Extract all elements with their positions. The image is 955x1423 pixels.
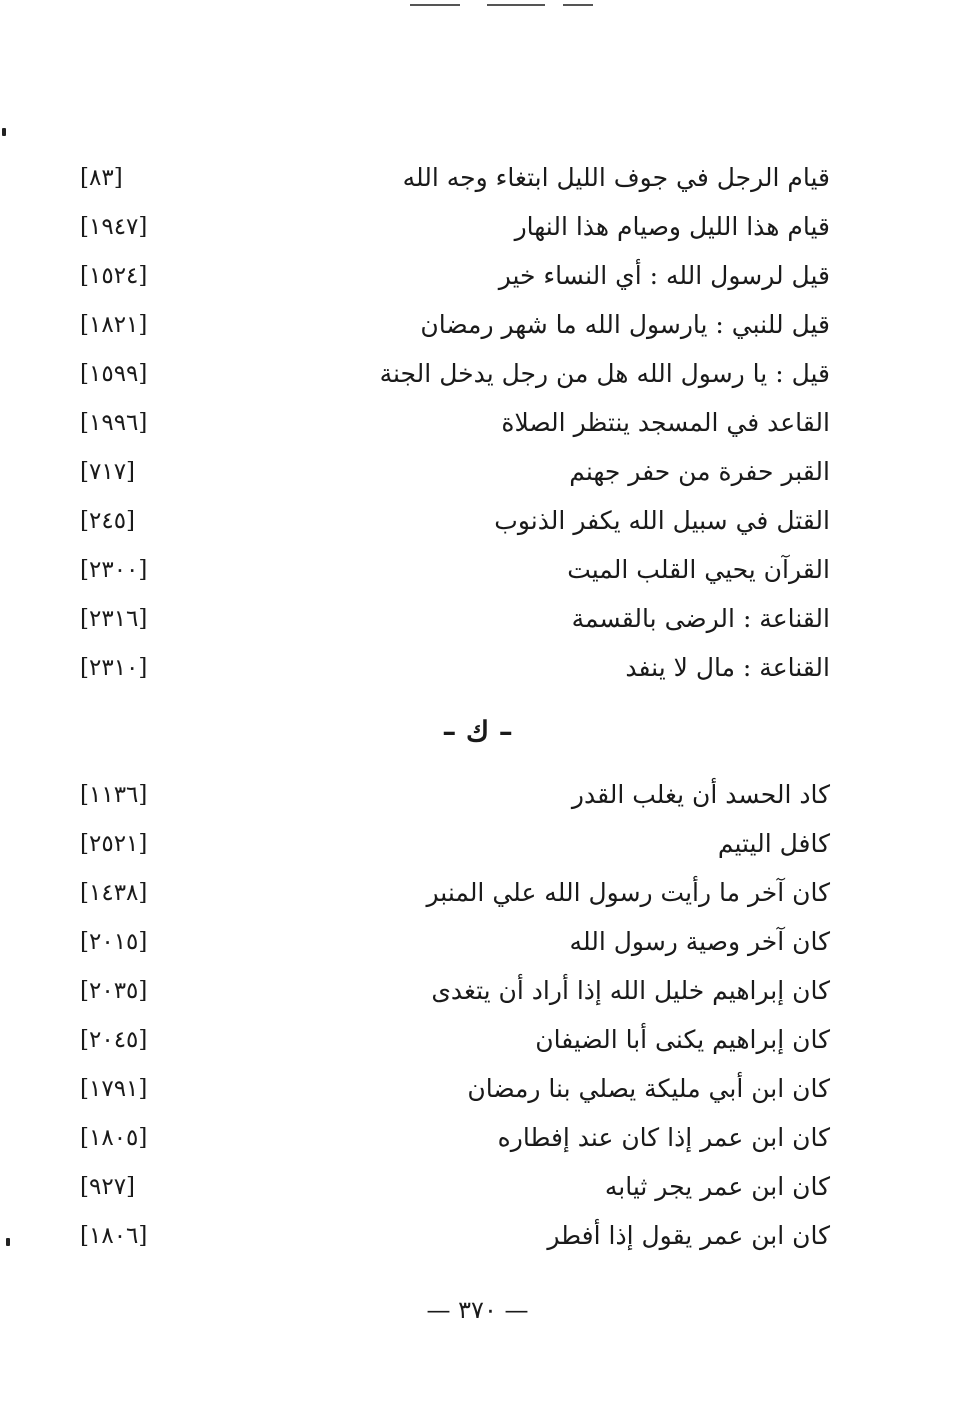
index-entry xyxy=(70,775,830,824)
entry-text: القناعة : مال لا ينفد xyxy=(625,653,830,682)
entry-text: كان ابن عمر يقول إذا أفطر xyxy=(547,1221,830,1250)
entry-reference-number: [١٥٩٩] xyxy=(80,361,148,387)
entry-reference-number: [٢٤٥] xyxy=(80,508,136,534)
entry-reference-number: [١١٣٦] xyxy=(80,782,148,808)
entry-text: قيام هذا الليل وصيام هذا النهار xyxy=(514,212,830,241)
entry-reference-number: [١٧٩١] xyxy=(80,1076,148,1102)
entry-text: قيل : يا رسول الله هل من رجل يدخل الجنة xyxy=(379,359,830,388)
index-entry xyxy=(70,403,830,452)
entry-text: كان إبراهيم خليل الله إذا أراد أن يتغدى xyxy=(431,976,830,1005)
index-entry xyxy=(70,158,830,207)
entry-reference-number: [٢٣١٠] xyxy=(80,655,148,681)
entry-text: كان ابن أبي مليكة يصلي بنا رمضان xyxy=(467,1074,830,1103)
entry-text: القتل في سبيل الله يكفر الذنوب xyxy=(494,506,830,535)
entry-text: كاد الحسد أن يغلب القدر xyxy=(571,780,830,809)
index-entry xyxy=(70,305,830,354)
margin-mark-top xyxy=(2,128,6,136)
entry-reference-number: [٨٣] xyxy=(80,165,123,191)
entry-reference-number: [٢٠١٥] xyxy=(80,929,148,955)
entry-reference-number: [١٥٢٤] xyxy=(80,263,148,289)
entry-text: القناعة : الرضى بالقسمة xyxy=(571,604,830,633)
entry-text: القاعد في المسجد ينتظر الصلاة xyxy=(501,408,830,437)
entry-text: القبر حفرة من حفر جهنم xyxy=(569,457,830,486)
entry-reference-number: [١٩٩٦] xyxy=(80,410,148,436)
entry-reference-number: [٢٠٤٥] xyxy=(80,1027,148,1053)
entry-text: كان آخر وصية رسول الله xyxy=(569,927,830,956)
margin-mark-bottom xyxy=(6,1238,10,1246)
entry-reference-number: [١٨٠٥] xyxy=(80,1125,148,1151)
index-entry xyxy=(70,873,830,922)
index-entry xyxy=(70,1216,830,1265)
index-entry xyxy=(70,648,830,697)
index-entry xyxy=(70,971,830,1020)
entry-reference-number: [٧١٧] xyxy=(80,459,136,485)
entry-text: قيام الرجل في جوف الليل ابتغاء وجه الله xyxy=(402,163,830,192)
entry-reference-number: [١٨٢١] xyxy=(80,312,148,338)
index-entry xyxy=(70,501,830,550)
index-entry xyxy=(70,1167,830,1216)
top-rule-1 xyxy=(410,4,460,6)
entry-reference-number: [٢٣٠٠] xyxy=(80,557,148,583)
entry-reference-number: [١٤٣٨] xyxy=(80,880,148,906)
entry-text: كان آخر ما رأيت رسول الله علي المنبر xyxy=(426,878,830,907)
index-list-qaf xyxy=(70,158,830,697)
entry-text: كافل اليتيم xyxy=(717,829,830,858)
entry-text: القرآن يحيي القلب الميت xyxy=(567,555,830,584)
entry-text: كان ابن عمر يجر ثيابه xyxy=(604,1172,830,1201)
entry-text: كان إبراهيم يكنى أبا الضيفان xyxy=(535,1025,830,1054)
entry-reference-number: [٢٥٢١] xyxy=(80,831,148,857)
section-heading-kaf: – ك – xyxy=(442,715,513,748)
index-entry xyxy=(70,452,830,501)
entry-text: قيل للنبي : يارسول الله ما شهر رمضان xyxy=(420,310,830,339)
top-rule-3 xyxy=(563,4,593,6)
index-entry xyxy=(70,1118,830,1167)
entry-reference-number: [١٨٠٦] xyxy=(80,1223,148,1249)
top-rule-2 xyxy=(487,4,545,6)
entry-reference-number: [٢٣١٦] xyxy=(80,606,148,632)
index-entry xyxy=(70,599,830,648)
entry-reference-number: [٢٠٣٥] xyxy=(80,978,148,1004)
index-entry xyxy=(70,922,830,971)
index-entry xyxy=(70,354,830,403)
index-entry xyxy=(70,550,830,599)
index-entry xyxy=(70,1069,830,1118)
entry-reference-number: [٩٢٧] xyxy=(80,1174,136,1200)
entry-text: قيل لرسول الله : أي النساء خير xyxy=(498,261,830,290)
index-entry xyxy=(70,1020,830,1069)
index-entry xyxy=(70,824,830,873)
index-entry xyxy=(70,207,830,256)
entry-reference-number: [١٩٤٧] xyxy=(80,214,148,240)
entry-text: كان ابن عمر إذا كان عند إفطاره xyxy=(497,1123,830,1152)
index-entry xyxy=(70,256,830,305)
page-number: — ٣٧٠ — xyxy=(426,1296,529,1324)
index-list-kaf xyxy=(70,775,830,1265)
